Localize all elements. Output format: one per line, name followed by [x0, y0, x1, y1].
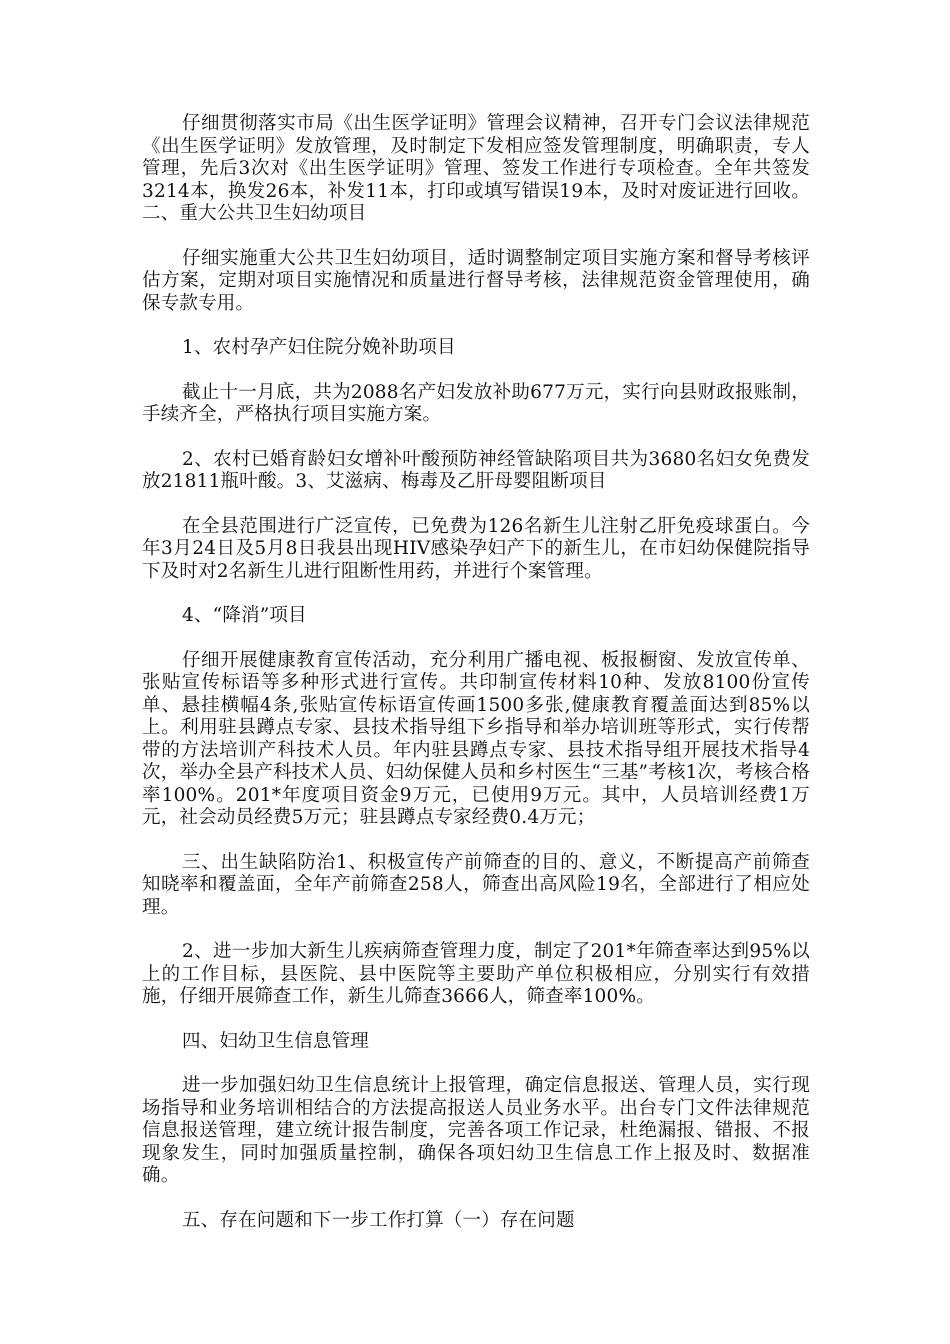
paragraph-mother-infant-blocking: 在全县范围进行广泛宣传，已免费为126名新生儿注射乙肝免疫球蛋白。今年3月24日及5月8日我县出现HIV感染孕妇产下的新生儿，在市妇幼保健院指导下及时对2名新生儿进行阻断性用药，并进行个案管理。 [142, 515, 810, 582]
document-body [142, 113, 810, 1254]
paragraph-heading-problems: 五、存在问题和下一步工作打算（一）存在问题 [182, 1209, 575, 1231]
paragraph-heading-jiangxiao: 4、“降消”项目 [182, 605, 307, 626]
paragraph-newborn-screening: 2、进一步加大新生儿疾病筛查管理力度，制定了201*年筛查率达到95%以上的工作目标，县医院、县中医院等主要助产单位积极相应，分别实行有效措施，仔细开展筛查工作，新生儿筛查3666人，筛查率100%。 [142, 941, 810, 1007]
paragraph-folic-acid: 2、农村已婚育龄妇女增补叶酸预防神经管缺陷项目共为3680名妇女免费发放21811瓶叶酸。3、艾滋病、梅毒及乙肝母婴阻断项目 [142, 448, 810, 492]
paragraph-birth-defect-prevention: 三、出生缺陷防治1、积极宣传产前筛查的目的、意义，不断提高产前筛查知晓率和覆盖面，全年产前筛查258人，筛查出高风险19名，全部进行了相应处理。 [142, 851, 810, 918]
paragraph-public-health-projects: 仔细实施重大公共卫生妇幼项目，适时调整制定项目实施方案和督导考核评估方案，定期对项目实施情况和质量进行督导考核，法律规范资金管理使用，确保专款专用。 [142, 247, 810, 314]
paragraph-info-management: 进一步加强妇幼卫生信息统计上报管理，确定信息报送、管理人员，实行现场指导和业务培训相结合的方法提高报送人员业务水平。出台专门文件法律规范信息报送管理，建立统计报告制度，完善各项工作记录，杜绝漏报、错报、不报现象发生，同时加强质量控制，确保各项妇幼卫生信息工作上报及时、数据准确。 [142, 1075, 810, 1186]
paragraph-heading-info-management: 四、妇幼卫生信息管理 [182, 1030, 370, 1052]
paragraph-health-education: 仔细开展健康教育宣传活动，充分利用广播电视、板报橱窗、发放宣传单、张贴宣传标语等多种形式进行宣传。共印制宣传材料10种、发放8100份宣传单、悬挂横幅4条,张贴宣传标语宣传画1500多张,健康教育覆盖面达到85%以上。利用驻县蹲点专家、县技术指导组下乡指导和举办培训班等形式，实行传帮带的方法培训产科技术人员。年内驻县蹲点专家、县技术指导组开展技术指导4次，举办全县产科技术人员、妇幼保健人员和乡村医生“三基”考核1次，考核合格率100%。201*年度项目资金9万元，已使用9万元。其中，人员培训经费1万元，社会动员经费5万元；驻县蹲点专家经费0.4万元； [142, 649, 810, 828]
paragraph-birth-certificate: 仔细贯彻落实市局《出生医学证明》管理会议精神，召开专门会议法律规范《出生医学证明》发放管理，及时制定下发相应签发管理制度，明确职责，专人管理，先后3次对《出生医学证明》管理、签发工作进行专项检查。全年共签发3214本，换发26本，补发11本，打印或填写错误19本，及时对废证进行回收。二、重大公共卫生妇幼项目 [142, 113, 810, 224]
paragraph-delivery-subsidy: 截止十一月底，共为2088名产妇发放补助677万元，实行向县财政报账制，手续齐全，严格执行项目实施方案。 [142, 381, 810, 425]
paragraph-heading-delivery-subsidy: 1、农村孕产妇住院分娩补助项目 [182, 337, 456, 358]
